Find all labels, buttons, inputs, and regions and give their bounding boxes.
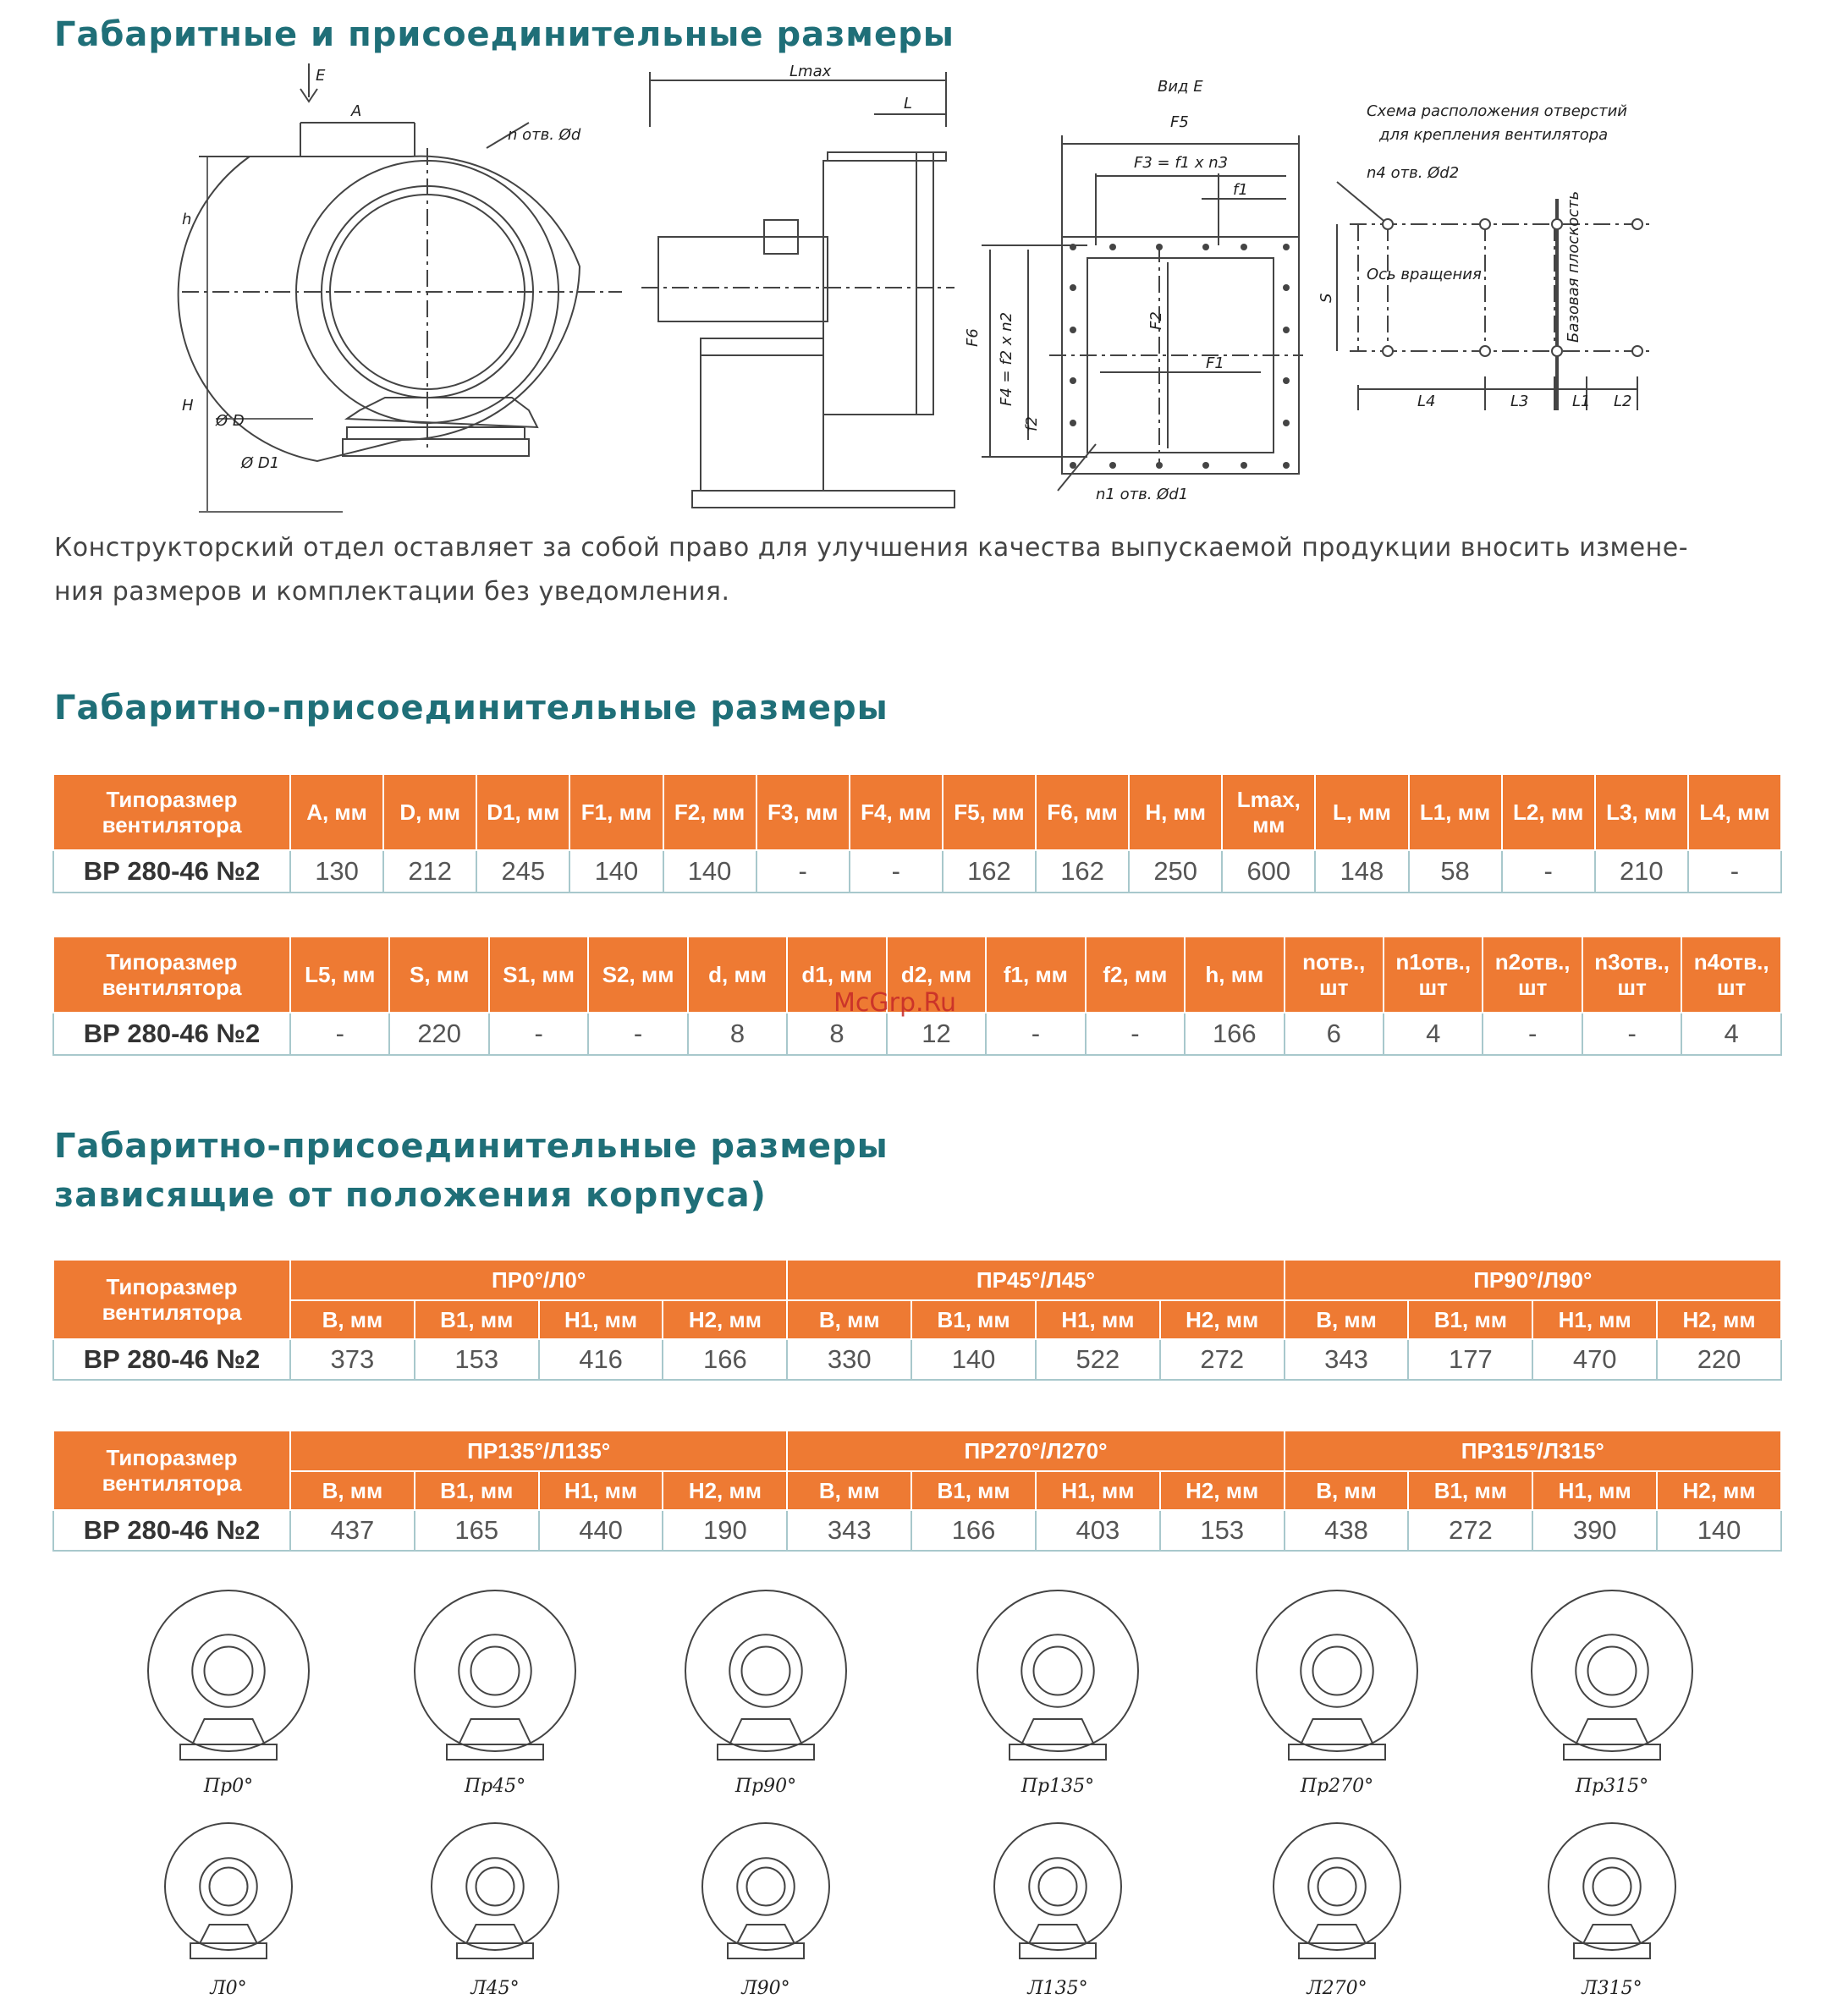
label-d: Ø D: [216, 412, 245, 430]
housing-position-label: Пр315°: [1575, 1776, 1649, 1797]
th-col: F5, мм: [943, 774, 1036, 850]
housing-position-label: Л135°: [1027, 1978, 1088, 1999]
cell: 8: [787, 1013, 886, 1055]
label-scheme-title1: Схема расположения отверстий: [1367, 102, 1627, 120]
housing-position-label: Пр135°: [1021, 1776, 1095, 1797]
housing-position-label: Л270°: [1307, 1978, 1367, 1999]
table-row: [53, 1013, 1781, 1055]
cell: 220: [389, 1013, 488, 1055]
th-col: L1, мм: [1409, 774, 1502, 850]
fan-side-drawing: [641, 59, 963, 516]
cell: -: [1688, 850, 1781, 893]
cell: 212: [383, 850, 476, 893]
housing-position-figure: [432, 1823, 558, 1958]
cell: 140: [1657, 1510, 1781, 1551]
th-sub: Н2, мм: [1657, 1300, 1781, 1339]
th-col: F2, мм: [663, 774, 756, 850]
cell: 148: [1315, 850, 1408, 893]
label-f5: F5: [1170, 113, 1189, 131]
cell: 12: [887, 1013, 986, 1055]
th-sub: В1, мм: [415, 1300, 539, 1339]
th-col: L5, мм: [290, 937, 389, 1013]
th-col: F6, мм: [1036, 774, 1129, 850]
th-col: n2отв., шт: [1483, 937, 1582, 1013]
label-h-small: h: [182, 211, 192, 228]
cell: 343: [787, 1510, 911, 1551]
cell: 58: [1409, 850, 1502, 893]
label-n-holes: n отв. Ød: [508, 126, 581, 144]
label-f2-side: f2: [1023, 416, 1041, 431]
section-title-housing-line2: зависящие от положения корпуса): [54, 1176, 767, 1215]
cell: 162: [943, 850, 1036, 893]
cell: 140: [663, 850, 756, 893]
th-col: L, мм: [1315, 774, 1408, 850]
label-l3: L3: [1510, 393, 1529, 410]
th-col: n3отв., шт: [1582, 937, 1681, 1013]
th-col: L3, мм: [1595, 774, 1688, 850]
label-f3: F3 = f1 x n3: [1134, 154, 1229, 172]
housing-position-figure: [702, 1823, 829, 1958]
th-col: d, мм: [688, 937, 787, 1013]
label-axis: Ось вращения: [1367, 266, 1482, 283]
th-sub: Н2, мм: [1160, 1471, 1285, 1510]
th-col: L4, мм: [1688, 774, 1781, 850]
flange-view-drawing: [965, 68, 1320, 508]
cell: 600: [1222, 850, 1315, 893]
th-sub: В, мм: [290, 1471, 415, 1510]
housing-position-figure: [1274, 1823, 1400, 1958]
label-d1: Ø D1: [241, 454, 280, 472]
th-sub: Н1, мм: [1036, 1471, 1160, 1510]
th-model: Типоразмер вентилятора: [53, 774, 290, 850]
mounting-holes-scheme: [1318, 97, 1671, 423]
label-f6: F6: [964, 328, 982, 347]
cell: 403: [1036, 1510, 1160, 1551]
cell: 6: [1285, 1013, 1384, 1055]
cell: 165: [415, 1510, 539, 1551]
th-sub: Н1, мм: [539, 1300, 663, 1339]
th-col: nотв., шт: [1285, 937, 1384, 1013]
cell: -: [1502, 850, 1595, 893]
watermark: McGrp.Ru: [833, 988, 957, 1018]
cell: 416: [539, 1339, 663, 1380]
th-sub: Н2, мм: [1160, 1300, 1285, 1339]
cell: 166: [1185, 1013, 1284, 1055]
th-col: S1, мм: [489, 937, 588, 1013]
cell: 4: [1681, 1013, 1781, 1055]
housing-position-label: Пр45°: [464, 1776, 526, 1797]
housing-position-label: Пр270°: [1300, 1776, 1374, 1797]
table-row: [53, 850, 1781, 893]
th-col: F1, мм: [569, 774, 663, 850]
th-col: d2, мм: [887, 937, 986, 1013]
th-col: D, мм: [383, 774, 476, 850]
housing-position-label: Л90°: [741, 1978, 790, 1999]
cell: 330: [787, 1339, 911, 1380]
label-n4-holes: n4 отв. Ød2: [1367, 164, 1460, 182]
th-col: f2, мм: [1086, 937, 1185, 1013]
cell: 4: [1384, 1013, 1483, 1055]
th-sub: В, мм: [290, 1300, 415, 1339]
label-f1-small: f1: [1233, 181, 1248, 199]
th-col: S, мм: [389, 937, 488, 1013]
th-model: Типоразмер вентилятора: [53, 1260, 290, 1339]
cell: 220: [1657, 1339, 1781, 1380]
th-sub: Н2, мм: [663, 1471, 787, 1510]
label-e: E: [316, 67, 326, 85]
cell-model: ВР 280-46 №2: [53, 1339, 290, 1380]
housing-position-label: Л0°: [210, 1978, 247, 1999]
dimensions-table-1: [52, 773, 1782, 893]
th-sub: В, мм: [1285, 1471, 1409, 1510]
housing-positions-grid: [118, 1574, 1726, 2013]
label-s: S: [1318, 293, 1335, 303]
section-title-connection: Габаритно-присоединительные размеры: [54, 689, 888, 728]
th-group: ПР315°/Л315°: [1285, 1431, 1781, 1471]
th-col: L2, мм: [1502, 774, 1595, 850]
cell: 373: [290, 1339, 415, 1380]
cell: 153: [415, 1339, 539, 1380]
th-sub: Н1, мм: [1036, 1300, 1160, 1339]
cell: 162: [1036, 850, 1129, 893]
label-f2-mid: F2: [1147, 311, 1165, 330]
section-title-housing-line1: Габаритно-присоединительные размеры: [54, 1127, 888, 1166]
th-col: S2, мм: [588, 937, 687, 1013]
cell: 437: [290, 1510, 415, 1551]
th-sub: Н1, мм: [539, 1471, 663, 1510]
cell: 140: [569, 850, 663, 893]
note-line-1: Конструкторский отдел оставляет за собой право для улучшения качества выпускаемой продукции вносить измене-: [54, 533, 1689, 563]
note-line-2: ния размеров и комплектации без уведомления.: [54, 577, 730, 607]
cell: 343: [1285, 1339, 1409, 1380]
cell: 8: [688, 1013, 787, 1055]
housing-position-figure: [977, 1590, 1138, 1760]
housing-position-figure: [148, 1590, 309, 1760]
th-col: h, мм: [1185, 937, 1284, 1013]
th-col: f1, мм: [986, 937, 1085, 1013]
th-col: n4отв., шт: [1681, 937, 1781, 1013]
th-group: ПР45°/Л45°: [787, 1260, 1284, 1300]
housing-position-label: Л315°: [1582, 1978, 1642, 1999]
th-sub: Н1, мм: [1532, 1471, 1657, 1510]
cell: 166: [663, 1339, 787, 1380]
th-model: Типоразмер вентилятора: [53, 937, 290, 1013]
th-sub: Н1, мм: [1532, 1300, 1657, 1339]
cell: 140: [911, 1339, 1036, 1380]
section-title-dimensions: Габаритные и присоединительные размеры: [54, 15, 955, 54]
label-l2: L2: [1614, 393, 1632, 410]
housing-position-figure: [1257, 1590, 1417, 1760]
th-sub: Н2, мм: [1657, 1471, 1781, 1510]
th-sub: В, мм: [1285, 1300, 1409, 1339]
th-group: ПР0°/Л0°: [290, 1260, 787, 1300]
label-f4: F4 = f2 x n2: [998, 311, 1015, 406]
th-col: d1, мм: [787, 937, 886, 1013]
cell: 130: [290, 850, 383, 893]
cell: -: [588, 1013, 687, 1055]
cell-model: ВР 280-46 №2: [53, 1013, 290, 1055]
label-scheme-title2: для крепления вентилятора: [1379, 126, 1609, 144]
th-group: ПР135°/Л135°: [290, 1431, 787, 1471]
cell: -: [1582, 1013, 1681, 1055]
th-col: F3, мм: [756, 774, 850, 850]
cell: 470: [1532, 1339, 1657, 1380]
cell: 272: [1160, 1339, 1285, 1380]
housing-position-figure: [685, 1590, 846, 1760]
cell: 272: [1408, 1510, 1532, 1551]
cell: 190: [663, 1510, 787, 1551]
table-row: [53, 1510, 1781, 1551]
housing-table-1: [52, 1259, 1782, 1381]
th-sub: В, мм: [787, 1471, 911, 1510]
cell: 166: [911, 1510, 1036, 1551]
housing-position-figure: [415, 1590, 575, 1760]
cell: 245: [476, 850, 569, 893]
housing-position-label: Пр90°: [734, 1776, 797, 1797]
label-l: L: [904, 95, 913, 113]
housing-position-figure: [1532, 1590, 1692, 1760]
fan-front-drawing: [182, 63, 639, 520]
cell-model: ВР 280-46 №2: [53, 850, 290, 893]
cell: -: [850, 850, 943, 893]
label-view-e: Вид Е: [1158, 78, 1203, 96]
label-a: A: [351, 102, 362, 120]
housing-position-figure: [165, 1823, 292, 1958]
cell: 177: [1408, 1339, 1532, 1380]
th-col: D1, мм: [476, 774, 569, 850]
th-col: F4, мм: [850, 774, 943, 850]
cell: -: [489, 1013, 588, 1055]
section-title-housing: [54, 1122, 888, 1220]
th-sub: В1, мм: [911, 1300, 1036, 1339]
label-h-big: H: [182, 397, 194, 415]
label-base-plane: Базовая плоскость: [1565, 190, 1582, 343]
th-group: ПР270°/Л270°: [787, 1431, 1284, 1471]
th-sub: В1, мм: [911, 1471, 1036, 1510]
housing-position-figure: [1549, 1823, 1675, 1958]
label-n1-holes: n1 отв. Ød1: [1096, 486, 1189, 503]
label-l1: L1: [1572, 393, 1591, 410]
th-sub: В1, мм: [415, 1471, 539, 1510]
housing-position-label: Л45°: [470, 1978, 520, 1999]
label-f1-mid: F1: [1206, 354, 1224, 372]
th-sub: В1, мм: [1408, 1300, 1532, 1339]
th-col: Lmax, мм: [1222, 774, 1315, 850]
cell: -: [1086, 1013, 1185, 1055]
cell: -: [1483, 1013, 1582, 1055]
th-col: H, мм: [1129, 774, 1222, 850]
th-sub: В1, мм: [1408, 1471, 1532, 1510]
housing-position-label: Пр0°: [203, 1776, 254, 1797]
th-group: ПР90°/Л90°: [1285, 1260, 1781, 1300]
cell: -: [986, 1013, 1085, 1055]
cell: 153: [1160, 1510, 1285, 1551]
cell: 250: [1129, 850, 1222, 893]
th-col: n1отв., шт: [1384, 937, 1483, 1013]
cell-model: ВР 280-46 №2: [53, 1510, 290, 1551]
th-sub: Н2, мм: [663, 1300, 787, 1339]
table-row: [53, 1339, 1781, 1380]
cell: 390: [1532, 1510, 1657, 1551]
label-lmax: Lmax: [789, 63, 832, 80]
housing-table-2: [52, 1430, 1782, 1552]
cell: 210: [1595, 850, 1688, 893]
label-l4: L4: [1417, 393, 1436, 410]
cell: 438: [1285, 1510, 1409, 1551]
cell: -: [756, 850, 850, 893]
design-note: [54, 526, 1755, 614]
housing-position-figure: [994, 1823, 1121, 1958]
th-model: Типоразмер вентилятора: [53, 1431, 290, 1510]
cell: -: [290, 1013, 389, 1055]
th-sub: В, мм: [787, 1300, 911, 1339]
cell: 522: [1036, 1339, 1160, 1380]
cell: 440: [539, 1510, 663, 1551]
th-col: A, мм: [290, 774, 383, 850]
